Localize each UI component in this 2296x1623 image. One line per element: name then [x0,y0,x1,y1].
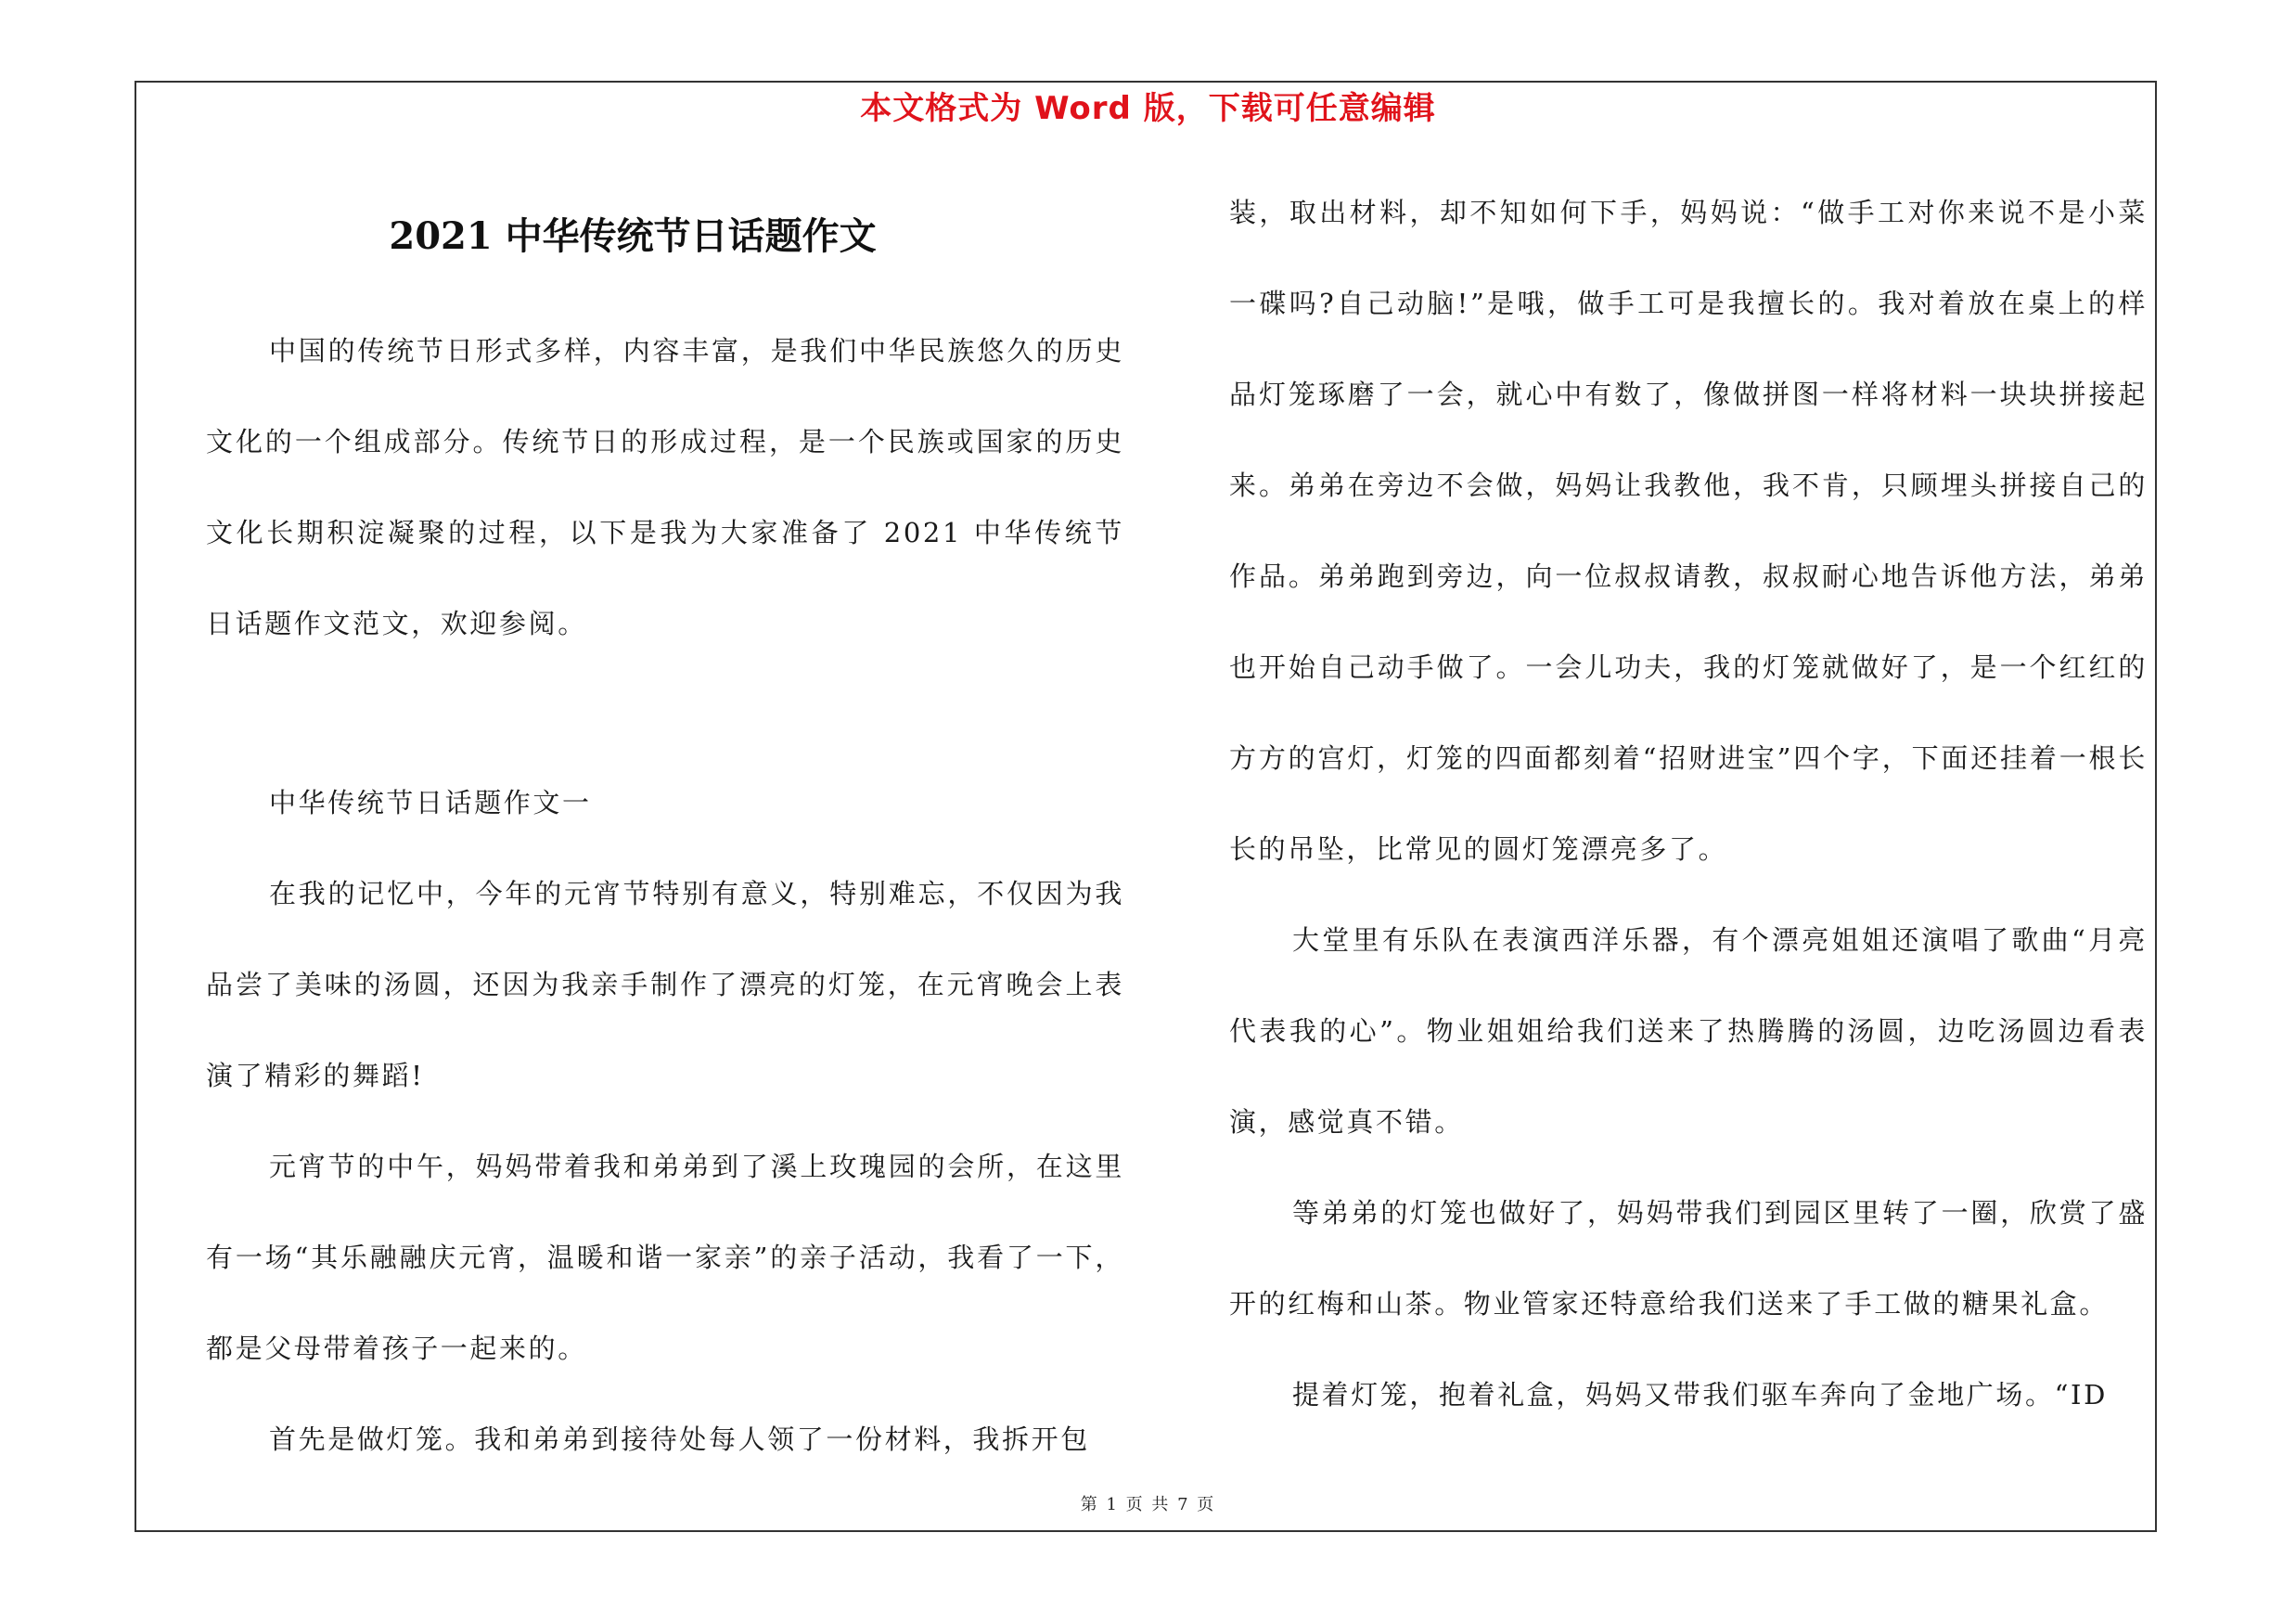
page-number-footer: 第 1 页 共 7 页 [1080,1495,1216,1514]
paragraph-6: 提着灯笼，抱着礼盒，妈妈又带我们驱车奔向了金地广场。“ID [1292,1379,2108,1410]
paragraph-5: 等弟弟的灯笼也做好了，妈妈带我们到园区里转了一圈，欣赏了盛开的红梅和山茶。物业管家还特意给我们送来了手工做的糖果礼盒。 [1229,1197,2148,1320]
section-subtitle: 中华传统节日话题作文一 [269,787,592,818]
paragraph-3: 首先是做灯笼。我和弟弟到接待处每人领了一份材料，我拆开包 [269,1423,1090,1455]
paragraph-4: 大堂里有乐队在表演西洋乐器，有个漂亮姐姐还演唱了歌曲“月亮代表我的心”。物业姐姐给我们送来了热腾腾的汤圆，边吃汤圆边看表演，感觉真不错。 [1229,924,2148,1138]
paragraph-2: 元宵节的中午，妈妈带着我和弟弟到了溪上玫瑰园的会所，在这里有一场“其乐融融庆元宵，温暖和谐一家亲”的亲子活动，我看了一下，都是父母带着孩子一起来的。 [206,1151,1124,1364]
intro-paragraph: 中国的传统节日形式多样，内容丰富，是我们中华民族悠久的历史文化的一个组成部分。传统节日的形成过程，是一个民族或国家的历史文化长期积淀凝聚的过程，以下是我为大家准备了 2021 中华传统节日话题作文范文，欢迎参阅。 [206,335,1124,639]
word-format-banner: 本文格式为 Word 版，下载可任意编辑 [860,90,1436,127]
paragraph-3-continued: 装，取出材料，却不知如何下手，妈妈说：“做手工对你来说不是小菜一碟吗?自己动脑!”是哦，做手工可是我擅长的。我对着放在桌上的样品灯笼琢磨了一会，就心中有数了，像做拼图一样将材料一块块拼接起来。弟弟在旁边不会做，妈妈让我教他，我不肯，只顾埋头拼接自己的作品。弟弟跑到旁边，向一位叔叔请教，叔叔耐心地告诉他方法，弟弟也开始自己动手做了。一会儿功夫，我的灯笼就做好了，是一个红红的方方的宫灯，灯笼的四面都刻着“招财进宝”四个字，下面还挂着一根长长的吊坠，比常见的圆灯笼漂亮多了。 [1229,197,2148,865]
paragraph-1: 在我的记忆中，今年的元宵节特别有意义，特别难忘，不仅因为我品尝了美味的汤圆，还因为我亲手制作了漂亮的灯笼，在元宵晚会上表演了精彩的舞蹈! [206,878,1124,1091]
document-title: 2021 中华传统节日话题作文 [389,214,877,258]
